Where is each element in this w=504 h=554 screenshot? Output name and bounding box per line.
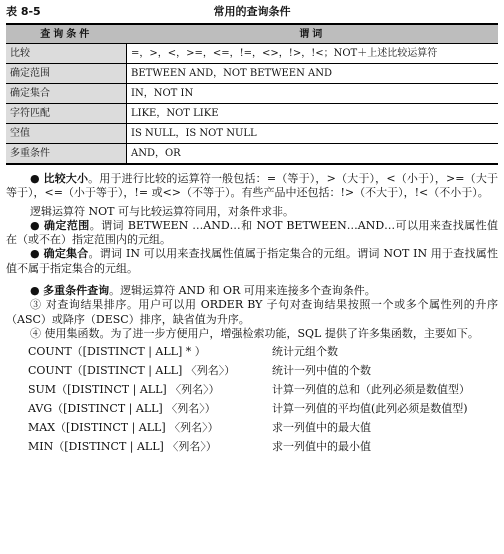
paragraph-text: 。逻辑运算符 AND 和 OR 可用来连接多个查询条件。: [109, 284, 376, 298]
header-predicate: 谓词: [127, 24, 499, 44]
table-row: [6, 64, 498, 84]
bullet-icon: ●: [30, 247, 40, 261]
predicate-cell: LIKE，NOT LIKE: [127, 104, 499, 124]
condition-cell: 确定范围: [6, 64, 127, 84]
bullet-icon: ●: [30, 284, 40, 298]
function-row: [28, 364, 498, 383]
function-row: [28, 345, 498, 364]
spacer: [6, 276, 498, 284]
predicate-cell: =，>，<，>=，<=，!=，<>，!>，!<；NOT＋上述比较运算符: [127, 44, 499, 64]
paragraph-compare: [6, 172, 498, 201]
query-conditions-table: [6, 23, 498, 165]
condition-cell: 字符匹配: [6, 104, 127, 124]
bullet-icon: ●: [30, 172, 40, 185]
paragraph-multi: [6, 284, 498, 298]
table-header-row: [6, 24, 498, 44]
table-row: [6, 104, 498, 124]
paragraph-text: 。用于进行比较的运算符一般包括：=（等于），>（大于），<（小于），>=（大于等于），<=（小于等于），!= 或<>（不等于）。有些产品中还包括：!>（不大于），!<（不小于）。: [6, 172, 499, 200]
function-description: 计算一列值的总和（此列必须是数值型）: [272, 383, 470, 397]
bullet-icon: ●: [30, 218, 41, 232]
function-row: [28, 421, 498, 440]
header-condition: 查询条件: [6, 24, 127, 44]
body-text: [6, 172, 498, 459]
table-caption: [6, 5, 498, 21]
table-row: [6, 144, 498, 165]
function-description: 统计元组个数: [272, 345, 338, 359]
function-row: [28, 440, 498, 459]
paragraph-heading: 比较大小: [43, 172, 89, 185]
function-description: 求一列值中的最大值: [272, 421, 371, 435]
function-signature: MIN（[DISTINCT | ALL] 〈列名〉）: [28, 440, 217, 454]
paragraph-set: [6, 247, 498, 276]
predicate-cell: IS NULL，IS NOT NULL: [127, 124, 499, 144]
table-row: [6, 44, 498, 64]
paragraph-order-by: ③ 对查询结果排序。用户可以用 ORDER BY 子句对查询结果按照一个或多个属性列的升序（ASC）或降序（DESC）排序，缺省值为升序。: [6, 298, 498, 326]
paragraph-heading: 确定集合: [43, 247, 89, 261]
function-signature: AVG（[DISTINCT | ALL] 〈列名〉）: [28, 402, 216, 416]
function-description: 求一列值中的最小值: [272, 440, 371, 454]
paragraph-heading: 多重条件查询: [43, 284, 110, 298]
paragraph-text: 。谓词 BETWEEN …AND…和 NOT BETWEEN…AND…可以用来查找属性值在（或不在）指定范围内的元组。: [6, 218, 499, 247]
predicate-cell: AND，OR: [127, 144, 499, 165]
function-signature: SUM（[DISTINCT | ALL] 〈列名〉）: [28, 383, 220, 397]
condition-cell: 多重条件: [6, 144, 127, 165]
predicate-cell: BETWEEN AND，NOT BETWEEN AND: [127, 64, 499, 84]
function-description: 计算一列值的平均值(此列必须是数值型): [272, 402, 468, 416]
paragraph-text: 。谓词 IN 可以用来查找属性值属于指定集合的元组。谓词 NOT IN 用于查找属性值不属于指定集合的元组。: [6, 247, 498, 275]
condition-cell: 比较: [6, 44, 127, 64]
function-signature: MAX（[DISTINCT | ALL] 〈列名〉）: [28, 421, 219, 435]
function-signature: COUNT（[DISTINCT | ALL] * ）: [28, 345, 206, 359]
table-row: [6, 124, 498, 144]
function-list: [28, 345, 498, 459]
table-number: 表 8-5: [6, 5, 41, 18]
paragraph-aggregate: ④ 使用集函数。为了进一步方便用户，增强检索功能，SQL 提供了许多集函数，主要如下。: [30, 326, 479, 340]
paragraph-range: [6, 219, 498, 248]
predicate-cell: IN，NOT IN: [127, 84, 499, 104]
paragraph-not: 逻辑运算符 NOT 可与比较运算符同用，对条件求非。: [30, 204, 294, 218]
function-row: [28, 402, 498, 421]
function-description: 统计一列中值的个数: [272, 364, 371, 378]
table-row: [6, 84, 498, 104]
function-signature: COUNT（[DISTINCT | ALL] 〈列名〉）: [28, 364, 236, 378]
paragraph-heading: 确定范围: [43, 218, 90, 232]
table-title: 常用的查询条件: [213, 5, 291, 18]
condition-cell: 空值: [6, 124, 127, 144]
condition-cell: 确定集合: [6, 84, 127, 104]
function-row: [28, 383, 498, 402]
